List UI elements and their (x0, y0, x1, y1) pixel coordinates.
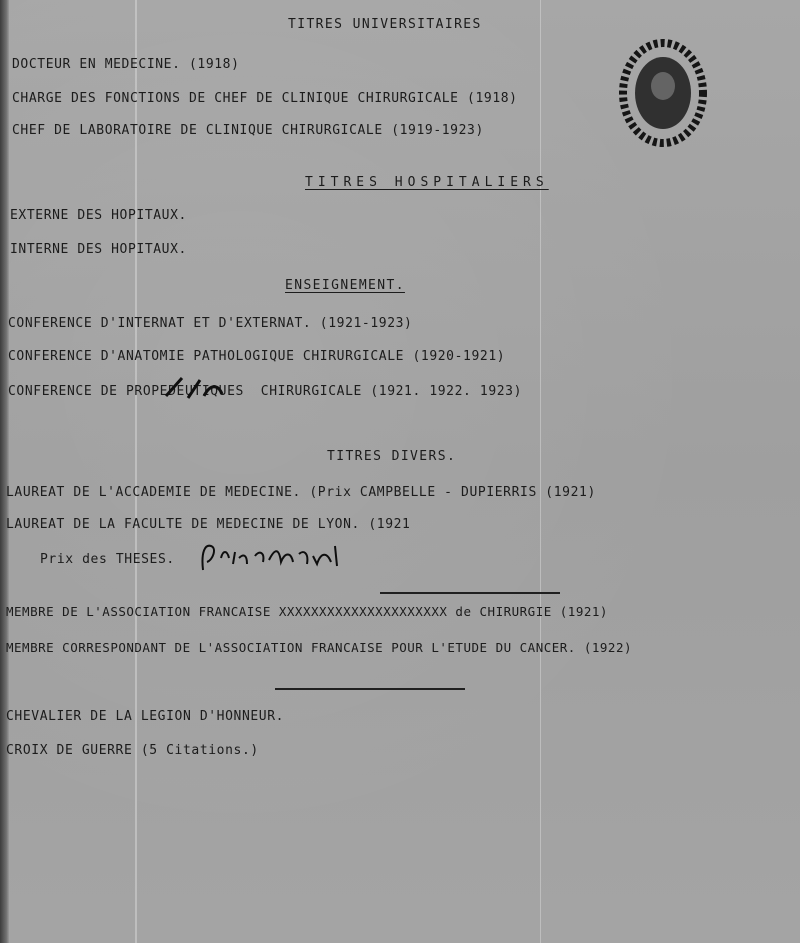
ink-stamp (618, 38, 708, 148)
list-item: CROIX DE GUERRE (5 Citations.) (6, 743, 259, 758)
list-item: INTERNE DES HOPITAUX. (10, 242, 187, 257)
section-heading-teaching: ENSEIGNEMENT. (285, 278, 405, 293)
list-item: DOCTEUR EN MEDECINE. (1918) (12, 57, 240, 72)
page-left-edge (0, 0, 9, 943)
handwritten-note (195, 540, 345, 580)
list-item: CHEF DE LABORATOIRE DE CLINIQUE CHIRURGICALE (1919-1923) (12, 123, 484, 138)
list-item: CONFERENCE D'ANATOMIE PATHOLOGIQUE CHIRURGICALE (1920-1921) (8, 349, 506, 364)
list-item: MEMBRE DE L'ASSOCIATION FRANCAISE XXXXXXXXXXXXXXXXXXXXX de CHIRURGIE (1921) (6, 604, 608, 619)
list-item: CONFERENCE D'INTERNAT ET D'EXTERNAT. (1921-1923) (8, 316, 413, 331)
section-heading-hospital: TITRES HOSPITALIERS (305, 175, 549, 190)
divider (275, 688, 465, 690)
list-item: Prix des THESES. (40, 552, 175, 567)
divider (380, 592, 560, 594)
list-item: CONFERENCE DE PROPEDEUTIQUES CHIRURGICALE (1921. 1922. 1923) (8, 384, 523, 399)
list-item: CHARGE DES FONCTIONS DE CHEF DE CLINIQUE CHIRURGICALE (1918) (12, 91, 518, 106)
handwritten-correction (160, 374, 230, 404)
list-item: CHEVALIER DE LA LEGION D'HONNEUR. (6, 709, 285, 724)
list-item: LAUREAT DE L'ACCADEMIE DE MEDECINE. (Prix CAMPBELLE - DUPIERRIS (1921) (6, 485, 596, 500)
paper-crease (540, 0, 541, 943)
list-item: LAUREAT DE LA FACULTE DE MEDECINE DE LYON. (1921 (6, 517, 411, 532)
section-heading-misc: TITRES DIVERS. (327, 449, 457, 464)
paper-crease (135, 0, 137, 943)
list-item: EXTERNE DES HOPITAUX. (10, 208, 187, 223)
list-item: MEMBRE CORRESPONDANT DE L'ASSOCIATION FRANCAISE POUR L'ETUDE DU CANCER. (1922) (6, 640, 632, 655)
section-heading-university: TITRES UNIVERSITAIRES (288, 17, 482, 32)
